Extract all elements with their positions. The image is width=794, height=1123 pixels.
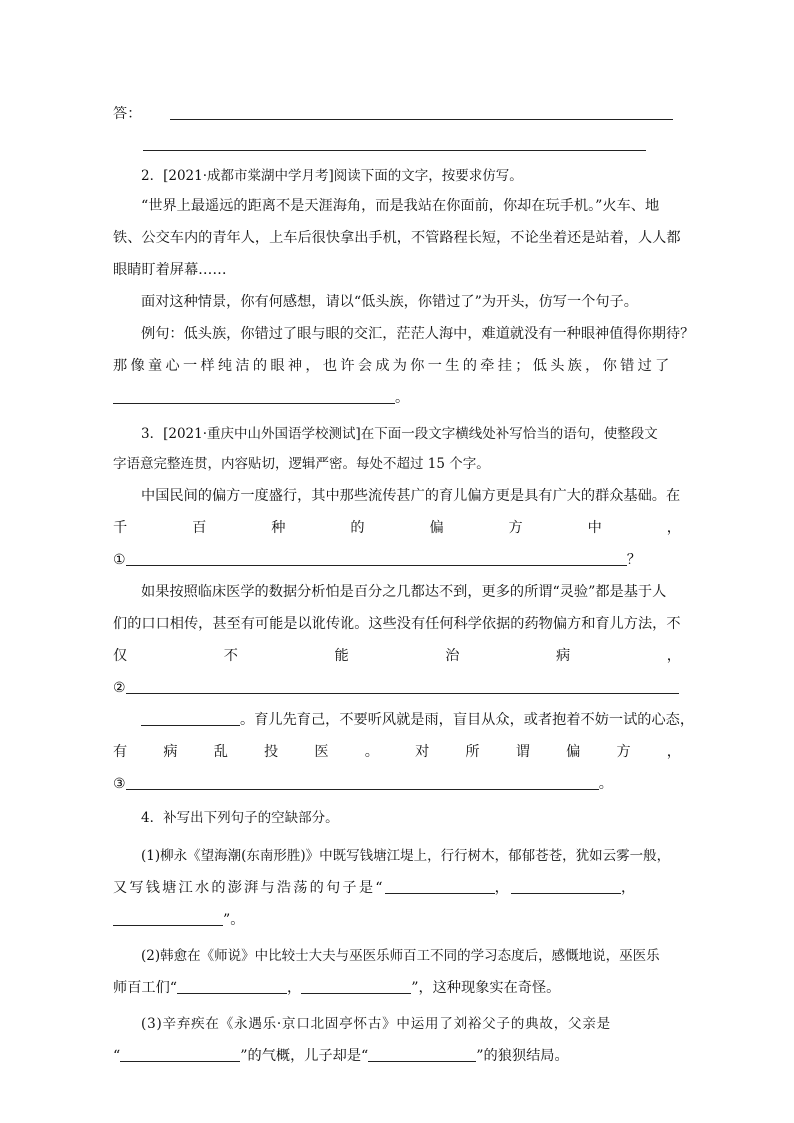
q2-instruction: 面对这种情景，你有何感想，请以“低头族，你错过了”为开头，仿写一个句子。 — [141, 294, 638, 310]
q3-char: 乱 — [213, 744, 228, 760]
q3-char: 方 — [508, 520, 523, 536]
q3-blank-3[interactable] — [126, 776, 599, 790]
q3-paragraph-2-line-6 — [113, 742, 681, 762]
q3-char: 偏 — [566, 744, 581, 760]
q3-char: 有 — [113, 744, 128, 760]
q3-blank-2-label: ② — [113, 680, 126, 696]
q3-blank-1-line — [113, 550, 681, 570]
q4-item-2-line-2 — [113, 978, 681, 998]
q3-header-line-1: 3．[2021·重庆中山外国语学校测试]在下面一段文字横线处补写恰当的语句，使整段文 — [141, 426, 658, 442]
q3-char: 不 — [223, 648, 238, 664]
q2-paragraph-line-2: 铁、公交车内的青年人，上车后很快拿出手机，不管路程长短，不论坐着还是站着，人人都 — [113, 230, 681, 246]
q3-char: 百 — [192, 520, 207, 536]
q3-blank-1-label: ① — [113, 552, 126, 568]
q3-char: 仅 — [113, 648, 128, 664]
q2-answer-blank[interactable] — [113, 390, 395, 404]
q3-char: ， — [666, 520, 681, 536]
q4-item-1-line-1: (1)柳永《望海潮(东南形胜)》中既写钱塘江堤上，行行树木，郁郁苍苍，犹如云雾一般， — [141, 848, 671, 864]
answer-prefix: 答： — [113, 106, 142, 122]
q4-item-1-line-3 — [113, 910, 681, 930]
q4-item-1-separator: ， — [621, 880, 638, 896]
q3-blank-2[interactable] — [126, 680, 679, 694]
q2-example-end: 。 — [395, 390, 410, 406]
q3-blank-3-label: ③ — [113, 776, 126, 792]
q4-item-2-end: ”，这种现象实在奇怪。 — [411, 980, 561, 996]
q3-paragraph-2-line-5 — [113, 710, 709, 730]
q3-blank-3-end: 。 — [598, 776, 613, 792]
answer-blank-1[interactable] — [170, 119, 673, 120]
q3-paragraph-line-1: 中国民间的偏方一度盛行，其中那些流传甚广的育儿偏方更是具有广大的群众基础。在 — [141, 488, 681, 504]
q3-char: 所 — [465, 744, 480, 760]
q3-paragraph-2-line-2: 们的口口相传，甚至有可能是以讹传讹。这些没有任何科学依据的药物偏方和育儿方法，不 — [113, 616, 681, 632]
q3-header-line-2: 字语意完整连贯，内容贴切，逻辑严密。每处不超过 15 个字。 — [113, 456, 490, 472]
q3-char: 病 — [556, 648, 571, 664]
q3-paragraph-2-line-5-text: 。育儿先育己，不要听风就是雨，盲目从众，或者抱着不妨一试的心态， — [240, 712, 695, 728]
q4-item-2-blank-2[interactable] — [301, 980, 411, 994]
q4-item-1-separator: ， — [494, 880, 512, 896]
q3-char: 医 — [314, 744, 329, 760]
q4-item-3-blank-2[interactable] — [368, 1048, 476, 1062]
answer-line-1 — [113, 104, 681, 124]
q3-char: 中 — [587, 520, 602, 536]
q3-blank-1[interactable] — [126, 552, 627, 566]
q3-char: 投 — [264, 744, 279, 760]
q4-item-2-line-1: (2)韩愈在《师说》中比较士大夫与巫医乐师百工不同的学习态度后，感慨地说，巫医乐 — [141, 948, 660, 964]
q3-char: 千 — [113, 520, 128, 536]
q3-char: 谓 — [515, 744, 530, 760]
q4-item-1-blank-3[interactable] — [113, 912, 223, 926]
q4-item-1-line-2 — [113, 878, 681, 898]
q3-blank-1-end: ？ — [626, 552, 641, 568]
q2-example-line-1: 例句：低头族，你错过了眼与眼的交汇，茫茫人海中，难道就没有一种眼神值得你期待？ — [141, 326, 695, 342]
q2-paragraph-line-1: “世界上最遥远的距离不是天涯海角，而是我站在你面前，你却在玩手机。”火车、地 — [141, 198, 660, 214]
q3-char: 对 — [415, 744, 430, 760]
q4-item-3-prefix: “ — [113, 1048, 121, 1064]
q2-header: 2．[2021·成都市棠湖中学月考]阅读下面的文字，按要求仿写。 — [141, 168, 523, 184]
q4-item-3-blank-1[interactable] — [120, 1048, 240, 1062]
q4-item-3-end: ”的狼狈结局。 — [476, 1048, 569, 1064]
q4-item-1-end: ”。 — [223, 912, 245, 928]
q4-item-2-prefix: 师百工们“ — [113, 980, 178, 996]
q3-char: 种 — [271, 520, 286, 536]
q3-char: 方 — [616, 744, 631, 760]
q4-item-3-middle: ”的气概，儿子却是“ — [240, 1048, 369, 1064]
q3-paragraph-2-line-3 — [113, 646, 681, 666]
q3-char: 能 — [334, 648, 349, 664]
q3-paragraph-line-2 — [113, 518, 681, 538]
q3-char: ， — [666, 648, 681, 664]
q3-char: 的 — [350, 520, 365, 536]
answer-blank-2[interactable] — [143, 150, 646, 151]
q3-paragraph-2-line-1: 如果按照临床医学的数据分析怕是百分之几都达不到，更多的所谓“灵验”都是基于人 — [141, 584, 667, 600]
q3-blank-2-continued[interactable] — [141, 712, 240, 726]
q2-paragraph-line-3: 眼睛盯着屏幕…… — [113, 262, 227, 278]
q3-blank-2-line — [113, 678, 681, 698]
q4-item-2-separator: ， — [287, 980, 302, 996]
q4-item-1-blank-1[interactable] — [385, 880, 495, 894]
q3-char: 病 — [163, 744, 178, 760]
q3-char: 偏 — [429, 520, 444, 536]
q4-item-1-blank-2[interactable] — [511, 880, 621, 894]
q4-item-2-blank-1[interactable] — [177, 980, 287, 994]
q4-item-3-line-2 — [113, 1046, 681, 1066]
q3-char: 治 — [445, 648, 460, 664]
q3-blank-3-line — [113, 774, 681, 794]
q2-example-line-2: 那像童心一样纯洁的眼神，也许会成为你一生的牵挂；低头族，你错过了 — [113, 358, 673, 374]
q3-char: 。 — [364, 744, 379, 760]
q4-header: 4．补写出下列句子的空缺部分。 — [141, 810, 339, 826]
q4-item-3-line-1: (3)辛弃疾在《永遇乐·京口北固亭怀古》中运用了刘裕父子的典故，父亲是 — [141, 1016, 611, 1032]
q3-char: ， — [666, 744, 681, 760]
q4-item-1-prefix: 又写钱塘江水的澎湃与浩荡的句子是“ — [113, 880, 385, 896]
q2-example-line-3 — [113, 388, 681, 408]
